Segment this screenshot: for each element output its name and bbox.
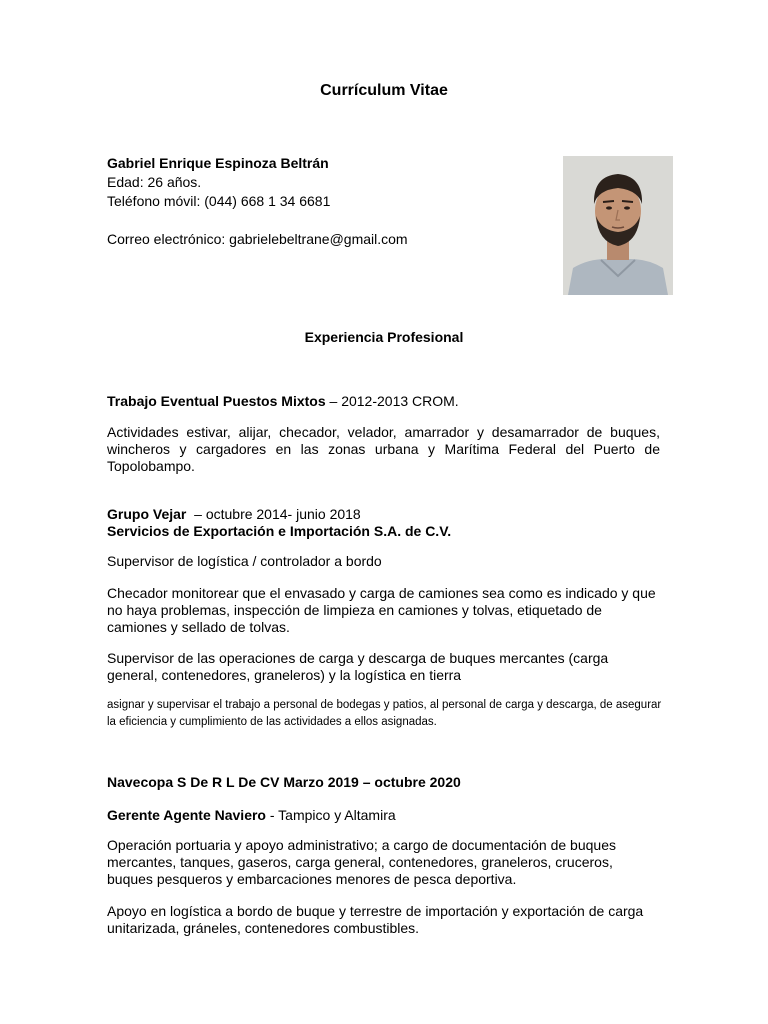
applicant-email: Correo electrónico: gabrielebeltrane@gmail.com	[107, 231, 408, 247]
portrait-image	[563, 156, 673, 295]
job2-company-full: Servicios de Exportación e Importación S.A. de C.V.	[107, 523, 452, 539]
job1-heading	[107, 393, 459, 409]
applicant-phone: Teléfono móvil: (044) 668 1 34 6681	[107, 193, 331, 209]
job3-role: Gerente Agente Naviero	[107, 807, 266, 823]
job3-heading: Navecopa S De R L De CV Marzo 2019 – octubre 2020	[107, 774, 461, 790]
job3-location: - Tampico y Altamira	[265, 807, 396, 823]
job2-description-3: asignar y supervisar el trabajo a personal de bodegas y patios, al personal de carga y descarga, de asegurar la eficiencia y cumplimiento de las actividades a ellos asignadas.	[107, 699, 662, 728]
job3-description-1: Operación portuaria y apoyo administrativo; a cargo de documentación de buques mercantes, tanques, gaseros, carga general, contenedores, graneleros, cruceros, buques pesqueros y embarcaciones menores de pesca deportiva.	[107, 837, 616, 887]
job2-role: Supervisor de logística / controlador a bordo	[107, 553, 382, 569]
job2-company: Grupo Vejar	[107, 506, 187, 522]
job2-dates: – octubre 2014- junio 2018	[186, 506, 361, 522]
job3-description-2: Apoyo en logística a bordo de buque y terrestre de importación y exportación de carga unitarizada, gráneles, contenedores combustibles.	[107, 903, 644, 936]
applicant-name: Gabriel Enrique Espinoza Beltrán	[107, 155, 329, 171]
job1-description: Actividades estivar, alijar, checador, velador, amarrador y desamarrador de buques, wincheros y cargadores en las zonas urbana y Marítima Federal del Puerto de Topolobampo.	[107, 424, 660, 474]
job1-title: Trabajo Eventual Puestos Mixtos	[107, 393, 326, 409]
job3-role-line	[107, 807, 396, 823]
job2-description-2: Supervisor de las operaciones de carga y descarga de buques mercantes (carga general, contenedores, graneleros) y la logística en tierra	[107, 650, 609, 683]
job2-heading	[107, 506, 361, 522]
job2-description-1: Checador monitorear que el envasado y carga de camiones sea como es indicado y que no haya problemas, inspección de limpieza en camiones y tolvas, etiquetado de camiones y sellado de tolvas.	[107, 585, 656, 635]
applicant-age: Edad: 26 años.	[107, 174, 202, 190]
section-heading-experience: Experiencia Profesional	[304, 329, 464, 345]
document-title: Currículum Vitae	[320, 82, 448, 99]
job1-dates: – 2012-2013 CROM.	[325, 393, 459, 409]
profile-photo	[563, 156, 673, 295]
